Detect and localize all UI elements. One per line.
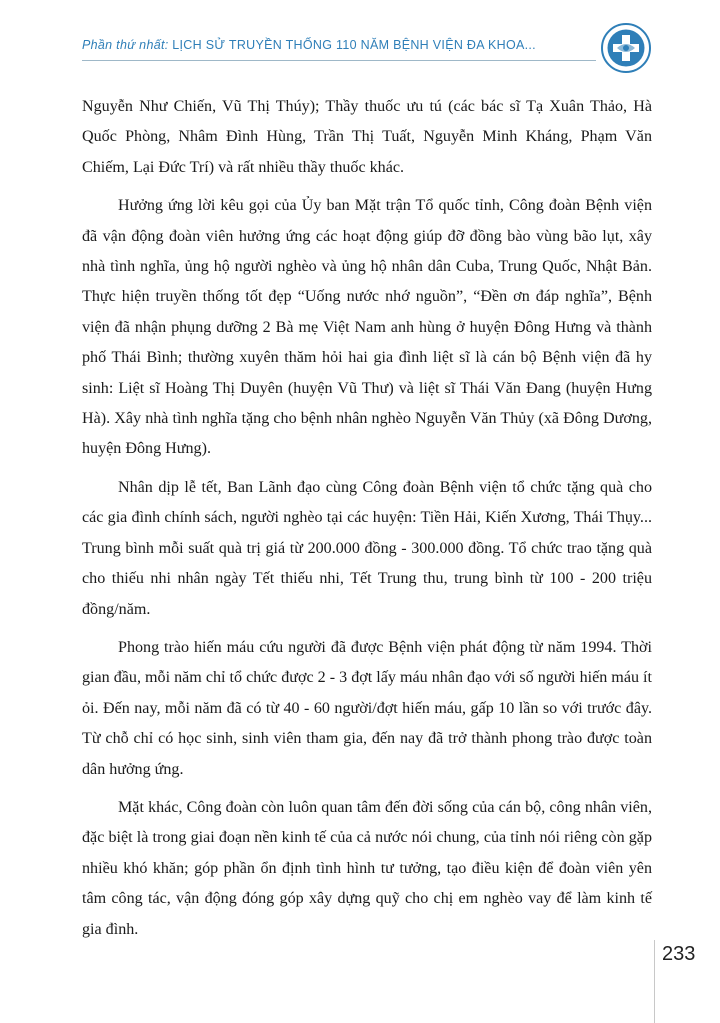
header-part-label: Phần thứ nhất:: [82, 38, 169, 52]
paragraph-blood-donation: Phong trào hiến máu cứu người đã được Bệnh viện phát động từ năm 1994. Thời gian đầu, mỗi năm chỉ tổ chức được 2 - 3 đợt lấy máu nhân đạo với số người hiến máu ít ỏi. Đến nay, mỗi năm đã có từ 40 - 60 người/đợt hiến máu, gấp 10 lần so với trước đây. Từ chỗ chỉ có học sinh, sinh viên tham gia, đến nay đã trở thành phong trào được toàn dân hưởng ứng.: [82, 638, 652, 778]
paragraph-holiday-gifts: Nhân dịp lễ tết, Ban Lãnh đạo cùng Công đoàn Bệnh viện tổ chức tặng quà cho các gia đình chính sách, người nghèo tại các huyện: Tiền Hải, Kiến Xương, Thái Thụy... Trung bình mỗi suất quà trị giá từ 200.000 đồng - 300.000 đồng. Tổ chức trao tặng quà cho thiếu nhi nhân ngày Tết thiếu nhi, Tết Trung thu, trung bình từ 100 - 200 triệu đồng/năm.: [82, 478, 652, 618]
hospital-emblem-icon: [600, 22, 652, 74]
page-number: 233: [662, 943, 696, 965]
header-title: LỊCH SỬ TRUYỀN THỐNG 110 NĂM BỆNH VIỆN ĐA KHOA...: [168, 38, 536, 52]
running-header: [82, 38, 602, 52]
page-number-rule: [654, 940, 655, 1023]
paragraph-continuation: Nguyễn Như Chiến, Vũ Thị Thúy); Thầy thuốc ưu tú (các bác sĩ Tạ Xuân Thảo, Hà Quốc Phòng, Nhâm Đình Hùng, Trần Thị Tuất, Nguyễn Minh Kháng, Phạm Văn Chiếm, Lại Đức Trí) và rất nhiều thầy thuốc khác.: [82, 98, 652, 176]
header-rule: [82, 60, 596, 61]
body-text: [82, 92, 652, 953]
paragraph-union-welfare: Mặt khác, Công đoàn còn luôn quan tâm đến đời sống của cán bộ, công nhân viên, đặc biệt là trong giai đoạn nền kinh tế của cả nước nói chung, của tỉnh nói riêng còn gặp nhiều khó khăn; góp phần ổn định tình hình tư tưởng, tạo điều kiện để đoàn viên yên tâm công tác, vận động đóng góp xây dựng quỹ cho chị em nghèo vay để làm kinh tế gia đình.: [82, 798, 652, 938]
paragraph-community-support: Hưởng ứng lời kêu gọi của Ủy ban Mặt trận Tổ quốc tỉnh, Công đoàn Bệnh viện đã vận động đoàn viên hưởng ứng các hoạt động giúp đỡ đồng bào vùng bão lụt, xây nhà tình nghĩa, ủng hộ người nghèo và ủng hộ nhân dân Cuba, Trung Quốc, Nhật Bản. Thực hiện truyền thống tốt đẹp “Uống nước nhớ nguồn”, “Đền ơn đáp nghĩa”, Bệnh viện đã nhận phụng dưỡng 2 Bà mẹ Việt Nam anh hùng ở huyện Đông Hưng và thành phố Thái Bình; thường xuyên thăm hỏi hai gia đình liệt sĩ là cán bộ Bệnh viện đã hy sinh: Liệt sĩ Hoàng Thị Duyên (huyện Vũ Thư) và liệt sĩ Thái Văn Đang (huyện Hưng Hà). Xây nhà tình nghĩa tặng cho bệnh nhân nghèo Nguyễn Văn Thủy (xã Đông Dương, huyện Đông Hưng).: [82, 197, 652, 458]
